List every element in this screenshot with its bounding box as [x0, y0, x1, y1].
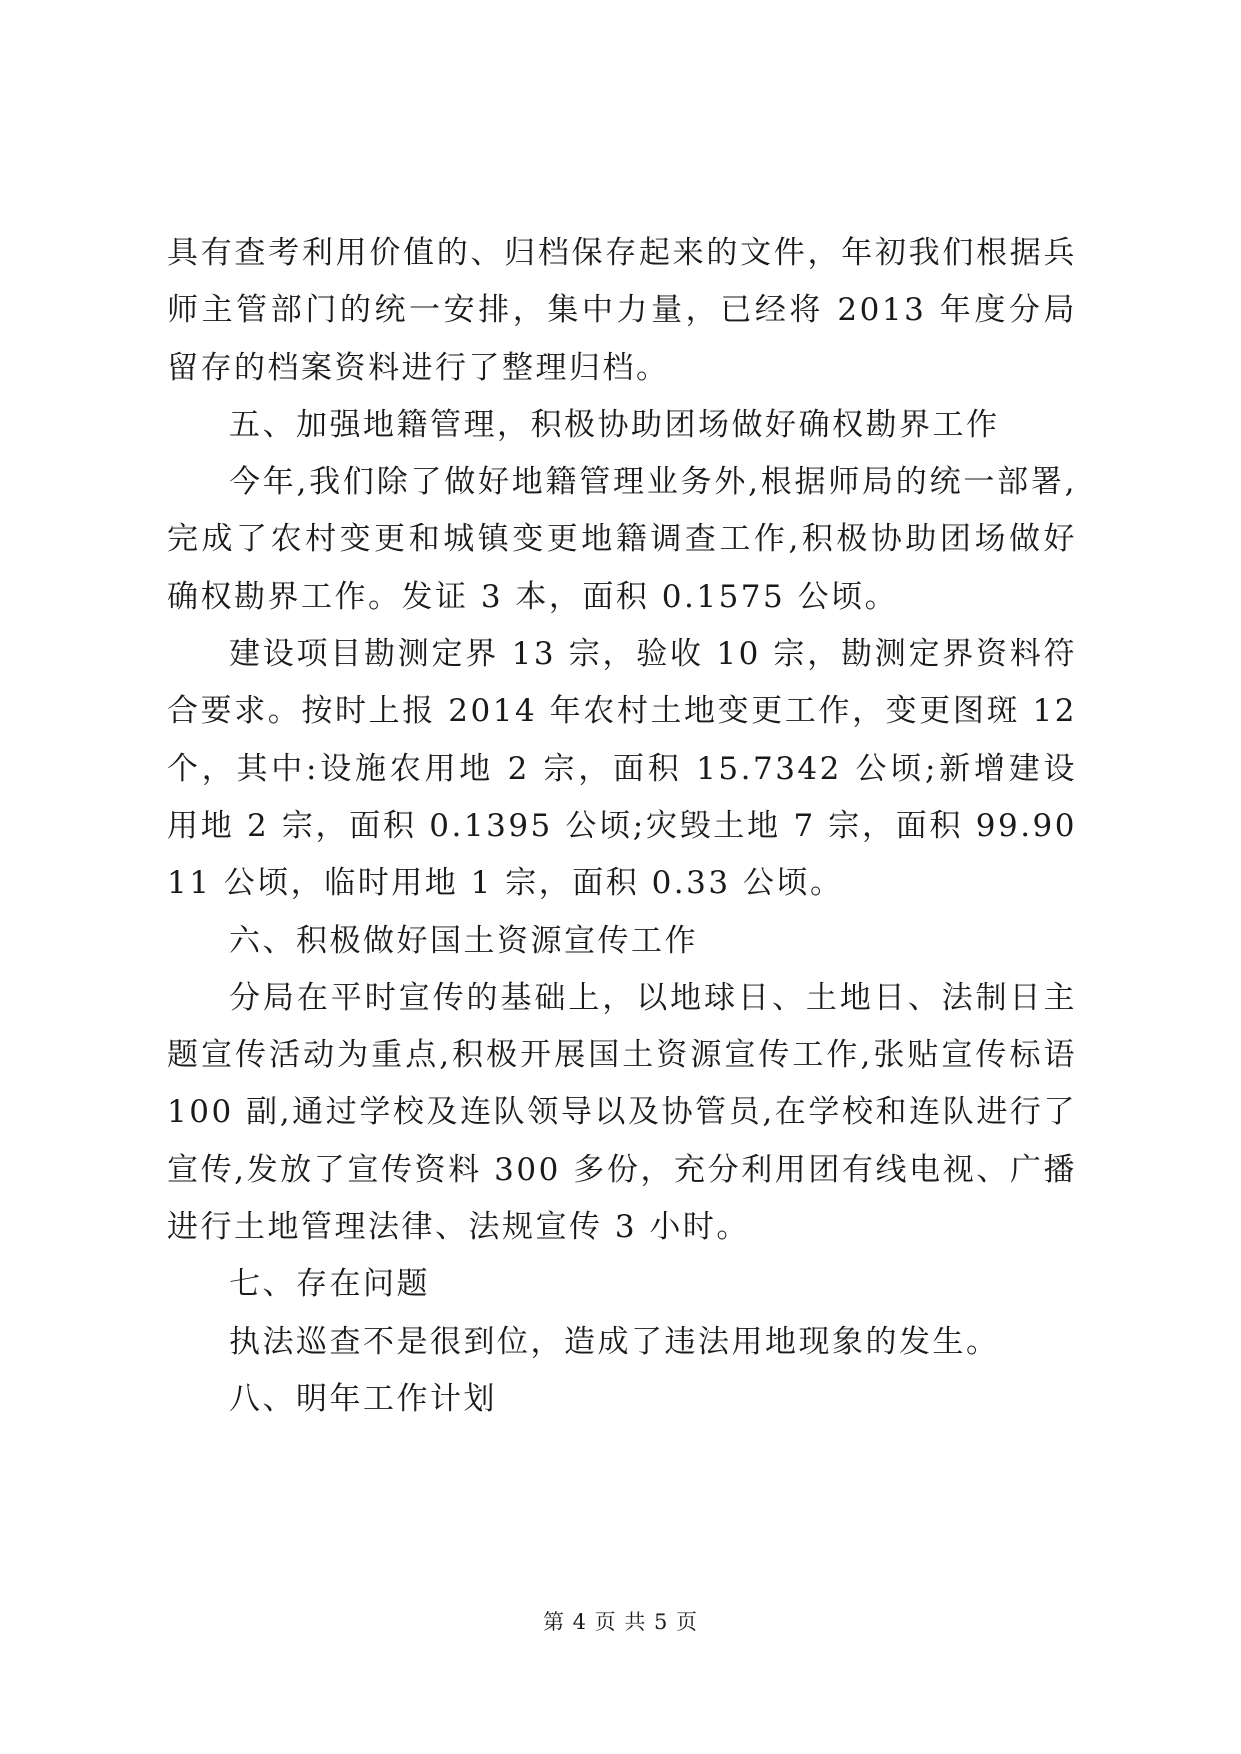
- paragraph-archive-continuation: 具有查考利用价值的、归档保存起来的文件，年初我们根据兵师主管部门的统一安排，集中力量，已经将 2013 年度分局留存的档案资料进行了整理归档。: [167, 235, 1077, 386]
- document-body: [167, 225, 1077, 1428]
- paragraph-existing-problems: 执法巡查不是很到位，造成了违法用地现象的发生。: [229, 1323, 1000, 1360]
- section-heading-6: 六、积极做好国土资源宣传工作: [229, 922, 698, 959]
- section-heading-7: 七、存在问题: [229, 1266, 430, 1303]
- paragraph-publicity-work: 分局在平时宣传的基础上，以地球日、土地日、法制日主题宣传活动为重点,积极开展国土资源宣传工作,张贴宣传标语 100 副,通过学校及连队领导以及协管员,在学校和连队进行了宣传,发放了宣传资料 300 多份，充分利用团有线电视、广播进行土地管理法律、法规宣传 3 小时。: [167, 979, 1077, 1246]
- paragraph-cadastral-management: 今年,我们除了做好地籍管理业务外,根据师局的统一部署,完成了农村变更和城镇变更地籍调查工作,积极协助团场做好确权勘界工作。发证 3 本，面积 0.1575 公顷。: [167, 464, 1077, 615]
- section-heading-8: 八、明年工作计划: [229, 1380, 497, 1417]
- section-heading-5: 五、加强地籍管理，积极协助团场做好确权勘界工作: [229, 406, 1000, 443]
- page-number-footer: 第 4 页 共 5 页: [542, 1610, 699, 1634]
- paragraph-land-change-survey: 建设项目勘测定界 13 宗，验收 10 宗，勘测定界资料符合要求。按时上报 2014 年农村土地变更工作，变更图斑 12 个，其中:设施农用地 2 宗，面积 15.7342 公顷;新增建设用地 2 宗，面积 0.1395 公顷;灾毁土地 7 宗，面积 99.9011 公顷，临时用地 1 宗，面积 0.33 公顷。: [167, 636, 1077, 902]
